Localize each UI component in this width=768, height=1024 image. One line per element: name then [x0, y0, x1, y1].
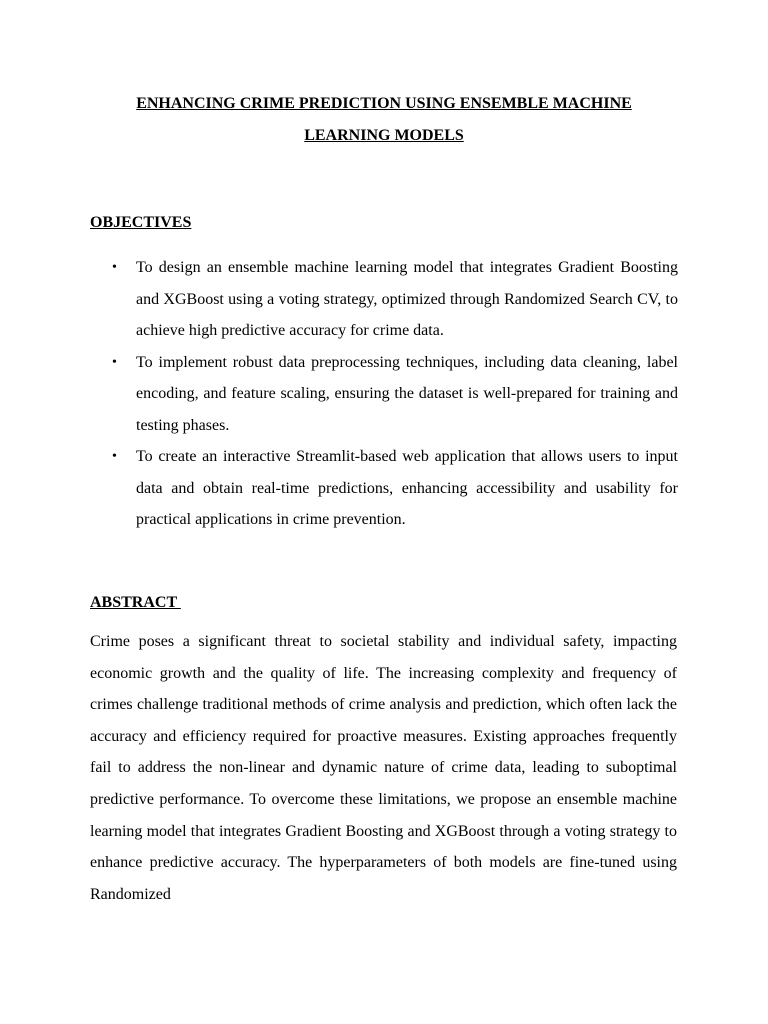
document-title-line-1: ENHANCING CRIME PREDICTION USING ENSEMBLE MACHINE [136, 95, 632, 112]
objective-item [90, 347, 678, 442]
objective-item [90, 441, 678, 536]
objective-item [90, 252, 678, 347]
document-title-line-2: LEARNING MODELS [304, 127, 464, 144]
objectives-heading: OBJECTIVES [90, 214, 192, 231]
objective-text: To design an ensemble machine learning model that integrates Gradient Boosting and XGBoost using a voting strategy, optimized through Randomized Search CV, to achieve high predictive accuracy for crime data. [136, 259, 678, 339]
abstract-paragraph: Crime poses a significant threat to societal stability and individual safety, impacting economic growth and the quality of life. The increasing complexity and frequency of crimes challenge traditional methods of crime analysis and prediction, which often lack the accuracy and efficiency required for proactive measures. Existing approaches frequently fail to address the non-linear and dynamic nature of crime data, leading to suboptimal predictive performance. To overcome these limitations, we propose an ensemble machine learning model that integrates Gradient Boosting and XGBoost through a voting strategy to enhance predictive accuracy. The hyperparameters of both models are fine-tuned using Randomized [90, 633, 677, 903]
bullet-icon: • [112, 449, 117, 464]
objective-text: To create an interactive Streamlit-based web application that allows users to input data and obtain real-time predictions, enhancing accessibility and usability for practical applications in crime prevention. [136, 448, 678, 528]
abstract-heading: ABSTRACT [90, 594, 181, 611]
objective-text: To implement robust data preprocessing techniques, including data cleaning, label encoding, and feature scaling, ensuring the dataset is well-prepared for training and testing phases. [136, 353, 678, 434]
bullet-icon: • [112, 260, 117, 275]
objectives-list [90, 252, 678, 536]
bullet-icon: • [112, 354, 117, 370]
